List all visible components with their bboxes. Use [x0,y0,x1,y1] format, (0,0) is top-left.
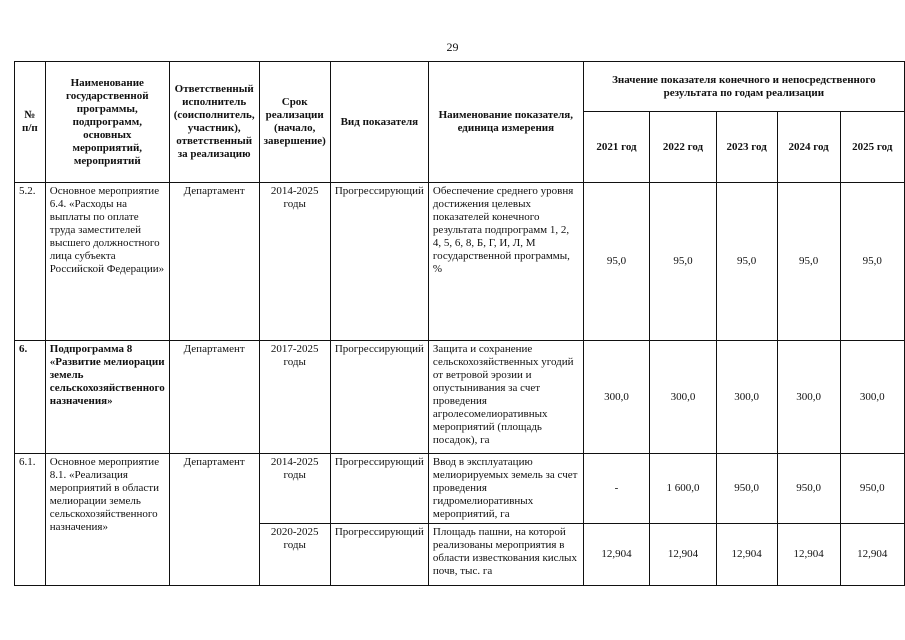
row-executor: Департамент [169,454,259,586]
header-year-2022: 2022 год [650,112,717,183]
header-program-name: Наименование государственной программы, подпрограмм, основных мероприятий, мероприятий [45,62,169,183]
row-term: 2014-2025 годы [259,454,330,524]
header-indicator-type: Вид показателя [330,62,428,183]
value-2023: 95,0 [716,183,777,341]
header-year-2025: 2025 год [840,112,904,183]
row-indicator-type: Прогрессирующий [330,183,428,341]
row-program-name: Основное мероприятие 6.4. «Расходы на выплаты по оплате труда заместителей высшего должностного лица субъекта Российской Федерации» [45,183,169,341]
value-2022: 95,0 [650,183,717,341]
header-indicator-name: Наименование показателя, единица измерения [428,62,583,183]
value-2021: 300,0 [583,341,650,454]
value-2025: 300,0 [840,341,904,454]
row-num: 6.1. [15,454,46,586]
value-2025: 12,904 [840,524,904,586]
header-year-2024: 2024 год [777,112,840,183]
value-2025: 950,0 [840,454,904,524]
table-row [15,183,905,341]
row-executor: Департамент [169,341,259,454]
row-indicator-type: Прогрессирующий [330,341,428,454]
row-term: 2017-2025 годы [259,341,330,454]
row-num: 5.2. [15,183,46,341]
header-term: Срок реализации (начало, завершение) [259,62,330,183]
header-executor: Ответственный исполнитель (соисполнитель, участник), ответственный за реализацию [169,62,259,183]
row-program-name: Основное мероприятие 8.1. «Реализация мероприятий в области мелиорации земель сельскохозяйственного назначения» [45,454,169,586]
header-values-group: Значение показателя конечного и непосредственного результата по годам реализации [583,62,904,112]
row-indicator-name: Обеспечение среднего уровня достижения целевых показателей конечного результата подпрограмм 1, 2, 4, 5, 6, 8, Б, Г, И, Л, М государственной программы, % [428,183,583,341]
row-term: 2020-2025 годы [259,524,330,586]
value-2024: 300,0 [777,341,840,454]
row-num: 6. [15,341,46,454]
header-year-2023: 2023 год [716,112,777,183]
value-2023: 300,0 [716,341,777,454]
row-term: 2014-2025 годы [259,183,330,341]
table-row [15,454,905,524]
row-indicator-type: Прогрессирующий [330,454,428,524]
row-indicator-name: Защита и сохранение сельскохозяйственных угодий от ветровой эрозии и опустынивания за счет проведения агролесомелиоративных мероприятий (площадь посадок), га [428,341,583,454]
row-indicator-name: Площадь пашни, на которой реализованы мероприятия в области известкования кислых почв, тыс. га [428,524,583,586]
table-row [15,341,905,454]
value-2024: 95,0 [777,183,840,341]
page-number: 29 [446,40,459,54]
row-indicator-type: Прогрессирующий [330,524,428,586]
value-2023: 950,0 [716,454,777,524]
value-2024: 12,904 [777,524,840,586]
row-executor: Департамент [169,183,259,341]
header-year-2021: 2021 год [583,112,650,183]
value-2025: 95,0 [840,183,904,341]
value-2023: 12,904 [716,524,777,586]
value-2024: 950,0 [777,454,840,524]
value-2021: - [583,454,650,524]
value-2022: 12,904 [650,524,717,586]
value-2021: 95,0 [583,183,650,341]
row-program-name: Подпрограмма 8 «Развитие мелиорации земель сельскохозяйственного назначения» [45,341,169,454]
value-2022: 300,0 [650,341,717,454]
row-indicator-name: Ввод в эксплуатацию мелиорируемых земель за счет проведения гидромелиоративных мероприятий, га [428,454,583,524]
value-2021: 12,904 [583,524,650,586]
program-indicators-table [14,61,905,586]
value-2022: 1 600,0 [650,454,717,524]
header-num: № п/п [15,62,46,183]
